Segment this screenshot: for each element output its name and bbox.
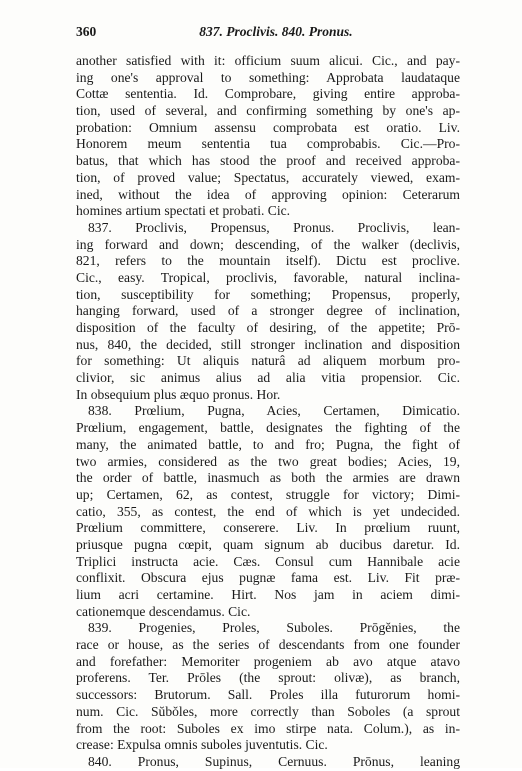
text-line: successors: Brutorum. Sall. Proles illa futurorum homi- xyxy=(76,687,460,703)
text-line: clivior, sic animus alius ad alia vitia propensior. Cic. xyxy=(76,370,460,386)
text-line: probation: Omnium assensu comprobata est oratio. Liv. xyxy=(76,119,460,135)
text-line: and forefather: Memoriter progeniem ab avo atque atavo xyxy=(76,653,460,669)
text-line: Prœlium, engagement, battle, designates the fighting of the xyxy=(76,420,460,436)
text-line: many, the animated battle, to and fro; Pugna, the fight of xyxy=(76,436,460,452)
text-line: batus, that which has stood the proof and received approba- xyxy=(76,153,460,169)
text-line: ined, without the idea of approving opinion: Ceterarum xyxy=(76,186,460,202)
text-line: two armies, considered as the two great bodies; Acies, 19, xyxy=(76,453,460,469)
text-line: another satisfied with it: officium suum alicui. Cic., and pay- xyxy=(76,53,460,68)
text-line: ing forward and down; descending, of the walker (declivis, xyxy=(76,236,460,252)
text-line: nus, 840, the decided, still stronger inclination and disposition xyxy=(76,336,460,352)
text-line: Prœlium committere, conserere. Liv. In prœlium ruunt, xyxy=(76,520,460,536)
text-line: for something: Ut aliquis naturâ ad aliquem morbum pro- xyxy=(76,353,460,369)
text-line: up; Certamen, 62, as contest, struggle for victory; Dimi- xyxy=(76,486,460,502)
text-line: from the root: Suboles ex imo stirpe nata. Colum.), as in- xyxy=(76,720,460,736)
text-line: In obsequium plus æquo pronus. Hor. xyxy=(76,386,281,402)
text-line: num. Cic. Sŭbŏles, more correctly than Soboles (a sprout xyxy=(76,703,460,719)
text-line: proferens. Ter. Prōles (the sprout: olivæ), as branch, xyxy=(76,670,460,686)
page-header xyxy=(76,24,456,44)
text-line: homines artium spectati et probati. Cic. xyxy=(76,203,291,219)
page-number: 360 xyxy=(76,24,97,39)
text-line: tion, of proved value; Spectatus, accurately viewed, exam- xyxy=(76,169,460,185)
text-line: ing one's approval to something: Approbata laudataque xyxy=(76,69,460,85)
text-line: cationemque descendamus. Cic. xyxy=(76,603,251,619)
text-line: tion, used of several, and confirming something by one's ap- xyxy=(76,103,460,119)
text-line: 838. Prœlium, Pugna, Acies, Certamen, Dimicatio. xyxy=(88,403,460,419)
text-line: 840. Pronus, Supinus, Cernuus. Prōnus, leaning xyxy=(88,753,460,769)
text-line: lium acri certamine. Hirt. Nos jam in aciem dimi- xyxy=(76,587,460,602)
body-text xyxy=(76,53,460,771)
text-line: the order of battle, inasmuch as both the armies are drawn xyxy=(76,470,460,486)
text-line: priusque pugna cœpit, quam signum ab ducibus daretur. Id. xyxy=(76,536,460,552)
text-line: disposition of the faculty of desiring, of the appetite; Prō- xyxy=(76,320,460,335)
text-line: Cottæ sententia. Id. Comprobare, giving entire approba- xyxy=(76,86,460,102)
running-head: 837. Proclivis. 840. Pronus. xyxy=(199,24,353,39)
text-line: hanging forward, used of a stronger degree of inclination, xyxy=(76,303,460,319)
text-line: Honorem meum sententia tua comprobabis. Cic.—Pro- xyxy=(76,136,460,152)
text-line: tion, susceptibility for something; Propensus, properly, xyxy=(76,286,460,302)
text-line: catio, 355, as contest, the end of which is yet undecided. xyxy=(76,503,460,519)
text-line: Triplici instructa acie. Cæs. Consul cum Hannibale acie xyxy=(76,553,460,569)
text-line: crease: Expulsa omnis suboles juventutis. Cic. xyxy=(76,737,328,753)
text-line: race or house, as the series of descendants from one founder xyxy=(76,637,460,653)
text-line: 837. Proclivis, Propensus, Pronus. Proclivis, lean- xyxy=(88,219,460,235)
text-line: Cic., easy. Tropical, proclivis, favorable, natural inclina- xyxy=(76,269,460,285)
text-line: conflixit. Obscura ejus pugnæ fama est. Liv. Fit præ- xyxy=(76,570,460,586)
text-line: 839. Progenies, Proles, Suboles. Prōgĕnies, the xyxy=(88,620,460,636)
text-line: 821, refers to the mountain itself). Dictu est proclive. xyxy=(76,253,460,269)
